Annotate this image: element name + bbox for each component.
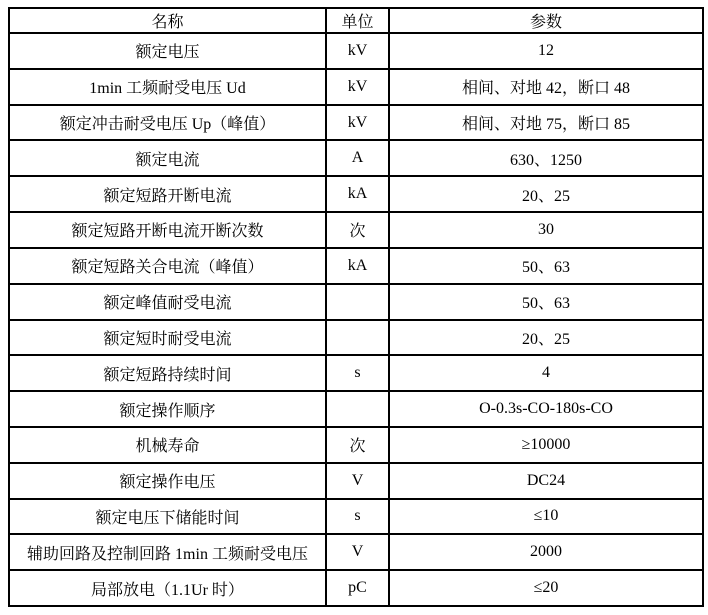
cell-value: 4 — [389, 355, 703, 391]
table-row — [9, 176, 703, 212]
cell-value: ≤20 — [389, 570, 703, 606]
table-row — [9, 212, 703, 248]
cell-value: ≤10 — [389, 499, 703, 535]
cell-value: 2000 — [389, 534, 703, 570]
cell-unit: 次 — [326, 212, 389, 248]
cell-value: 相间、对地 75，断口 85 — [389, 105, 703, 141]
cell-unit: A — [326, 140, 389, 176]
cell-unit: V — [326, 463, 389, 499]
cell-unit — [326, 284, 389, 320]
table-row — [9, 320, 703, 356]
cell-name: 额定短路持续时间 — [9, 355, 326, 391]
cell-name: 额定短路开断电流开断次数 — [9, 212, 326, 248]
cell-name: 机械寿命 — [9, 427, 326, 463]
cell-unit: s — [326, 355, 389, 391]
cell-value: 20、25 — [389, 320, 703, 356]
cell-unit: 次 — [326, 427, 389, 463]
table-row — [9, 33, 703, 69]
column-header-value: 参数 — [389, 8, 703, 33]
cell-unit: V — [326, 534, 389, 570]
cell-unit: kA — [326, 248, 389, 284]
cell-name: 额定操作电压 — [9, 463, 326, 499]
cell-unit: s — [326, 499, 389, 535]
table-row — [9, 463, 703, 499]
cell-value: DC24 — [389, 463, 703, 499]
column-header-unit: 单位 — [326, 8, 389, 33]
cell-name: 额定短路关合电流（峰值） — [9, 248, 326, 284]
table-row — [9, 534, 703, 570]
cell-name: 额定电压下储能时间 — [9, 499, 326, 535]
cell-name: 额定峰值耐受电流 — [9, 284, 326, 320]
cell-name: 额定电压 — [9, 33, 326, 69]
cell-unit: kA — [326, 176, 389, 212]
table-row — [9, 427, 703, 463]
cell-unit — [326, 391, 389, 427]
cell-name: 1min 工频耐受电压 Ud — [9, 69, 326, 105]
table-row — [9, 570, 703, 606]
cell-name: 额定短时耐受电流 — [9, 320, 326, 356]
table-row — [9, 391, 703, 427]
cell-unit: kV — [326, 33, 389, 69]
cell-name: 局部放电（1.1Ur 时） — [9, 570, 326, 606]
table-row — [9, 140, 703, 176]
table-row — [9, 248, 703, 284]
cell-name: 额定冲击耐受电压 Up（峰值） — [9, 105, 326, 141]
cell-unit: pC — [326, 570, 389, 606]
table-row — [9, 355, 703, 391]
cell-value: 630、1250 — [389, 140, 703, 176]
cell-value: 12 — [389, 33, 703, 69]
table-row — [9, 284, 703, 320]
cell-name: 辅助回路及控制回路 1min 工频耐受电压 — [9, 534, 326, 570]
table-row — [9, 499, 703, 535]
cell-unit: kV — [326, 69, 389, 105]
table-row — [9, 69, 703, 105]
cell-value: 相间、对地 42，断口 48 — [389, 69, 703, 105]
cell-value: 20、25 — [389, 176, 703, 212]
table-row — [9, 105, 703, 141]
cell-name: 额定电流 — [9, 140, 326, 176]
cell-value: O-0.3s-CO-180s-CO — [389, 391, 703, 427]
table-header-row — [9, 8, 703, 33]
cell-value: 50、63 — [389, 248, 703, 284]
cell-name: 额定短路开断电流 — [9, 176, 326, 212]
cell-value: ≥10000 — [389, 427, 703, 463]
spec-table — [8, 7, 704, 607]
column-header-name: 名称 — [9, 8, 326, 33]
cell-unit — [326, 320, 389, 356]
cell-name: 额定操作顺序 — [9, 391, 326, 427]
cell-value: 50、63 — [389, 284, 703, 320]
cell-value: 30 — [389, 212, 703, 248]
cell-unit: kV — [326, 105, 389, 141]
